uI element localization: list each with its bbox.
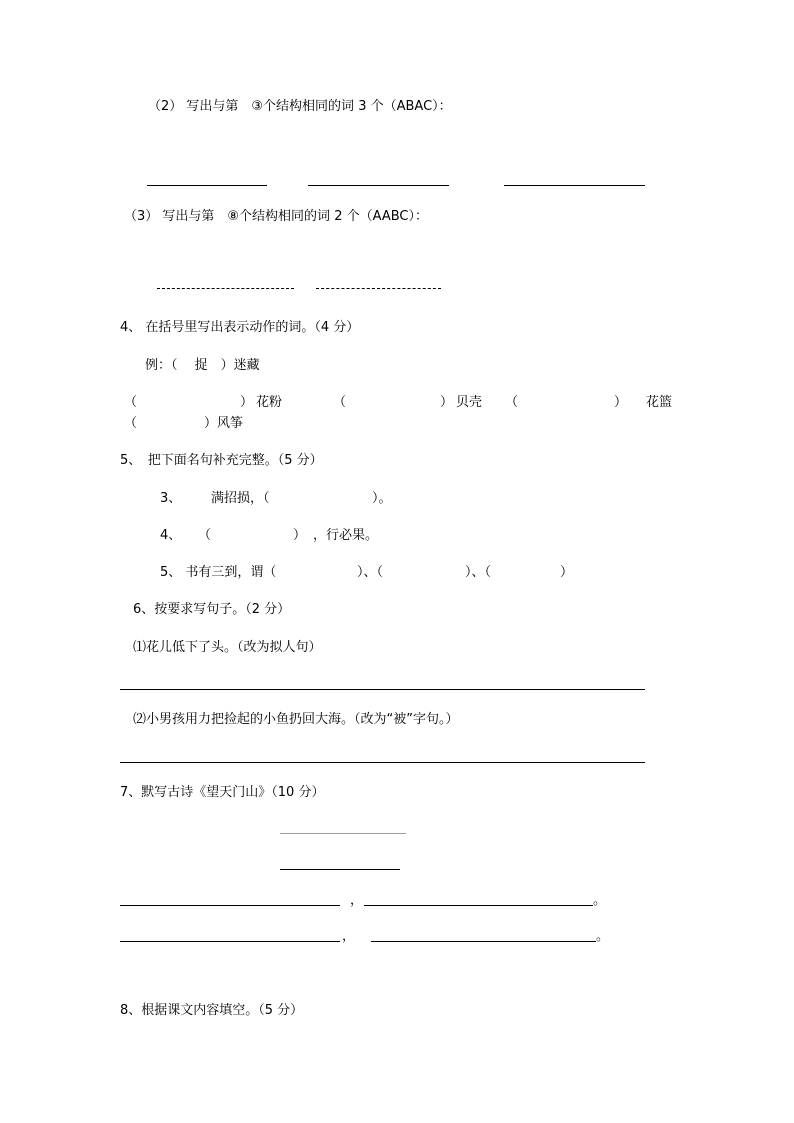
q3-part3-prompt: （3） 写出与第 ⑧个结构相同的词 2 个（AABC）： xyxy=(124,209,429,224)
q3-part2-prompt: （2） 写出与第 ③个结构相同的词 3 个（ABAC）： xyxy=(148,99,452,114)
q5-line3-end: ）。 xyxy=(372,491,392,506)
q4-item-word: 花篮 xyxy=(646,395,673,410)
poem-title-line[interactable] xyxy=(280,833,406,834)
q5-line5-text: 5、 书有三到，谓（ xyxy=(160,565,277,580)
q6-title: 6、按要求写句子。（2 分） xyxy=(133,602,291,617)
q4-item-close: ） xyxy=(614,395,628,410)
answer-line[interactable] xyxy=(120,689,645,690)
answer-line[interactable] xyxy=(120,762,645,763)
q4-item-word: 贝壳 xyxy=(456,395,483,410)
q4-item-word: 风筝 xyxy=(217,416,244,431)
poem-comma: ， xyxy=(350,893,364,908)
answer-line[interactable] xyxy=(308,185,449,186)
q5-line3-number: 3、 xyxy=(160,491,182,506)
q4-item-word: 花粉 xyxy=(256,395,283,410)
poem-line[interactable] xyxy=(371,941,596,942)
q4-item-close: ） xyxy=(204,416,218,431)
q5-line4-text: ，行必果。 xyxy=(313,528,379,543)
q7-title: 7、默写古诗《望天门山》（10 分） xyxy=(120,785,325,800)
answer-line[interactable] xyxy=(147,185,267,186)
q4-item-open: （ xyxy=(124,395,138,410)
answer-line[interactable] xyxy=(157,288,294,289)
poem-line[interactable] xyxy=(364,905,593,906)
answer-line[interactable] xyxy=(316,288,441,289)
q5-line3-text: 满招损，（ xyxy=(211,491,270,506)
poem-line[interactable] xyxy=(120,941,340,942)
q4-item-open: （ xyxy=(333,395,347,410)
q5-line4-close: ） xyxy=(293,528,307,543)
poem-period: 。 xyxy=(596,929,610,944)
poem-period: 。 xyxy=(593,893,607,908)
q8-title: 8、根据课文内容填空。（5 分） xyxy=(120,1003,304,1018)
q5-line5-end: ） xyxy=(560,565,574,580)
q5-title: 5、 把下面名句补充完整。（5 分） xyxy=(120,453,323,468)
q5-line5-mid2: ）、（ xyxy=(465,565,492,580)
q5-line5-mid1: ）、（ xyxy=(357,565,384,580)
q4-item-open: （ xyxy=(124,416,138,431)
q4-item-open: （ xyxy=(505,395,519,410)
poem-comma: ， xyxy=(342,929,356,944)
q4-title: 4、 在括号里写出表示动作的词。（4 分） xyxy=(120,320,360,335)
answer-line[interactable] xyxy=(504,185,645,186)
q6-sentence-1: ⑴花儿低下了头。（改为拟人句） xyxy=(133,640,322,655)
q5-line4-number: 4、 xyxy=(160,528,182,543)
q4-example: 例：（ 捉 ）迷藏 xyxy=(145,358,260,373)
q4-item-close: ） xyxy=(240,395,254,410)
poem-line[interactable] xyxy=(120,905,340,906)
q6-sentence-2: ⑵小男孩用力把捡起的小鱼扔回大海。（改为“被”字句。） xyxy=(133,712,459,727)
q5-line4-open: （ xyxy=(198,528,212,543)
q4-item-close: ） xyxy=(440,395,454,410)
poem-author-line[interactable] xyxy=(280,869,400,870)
